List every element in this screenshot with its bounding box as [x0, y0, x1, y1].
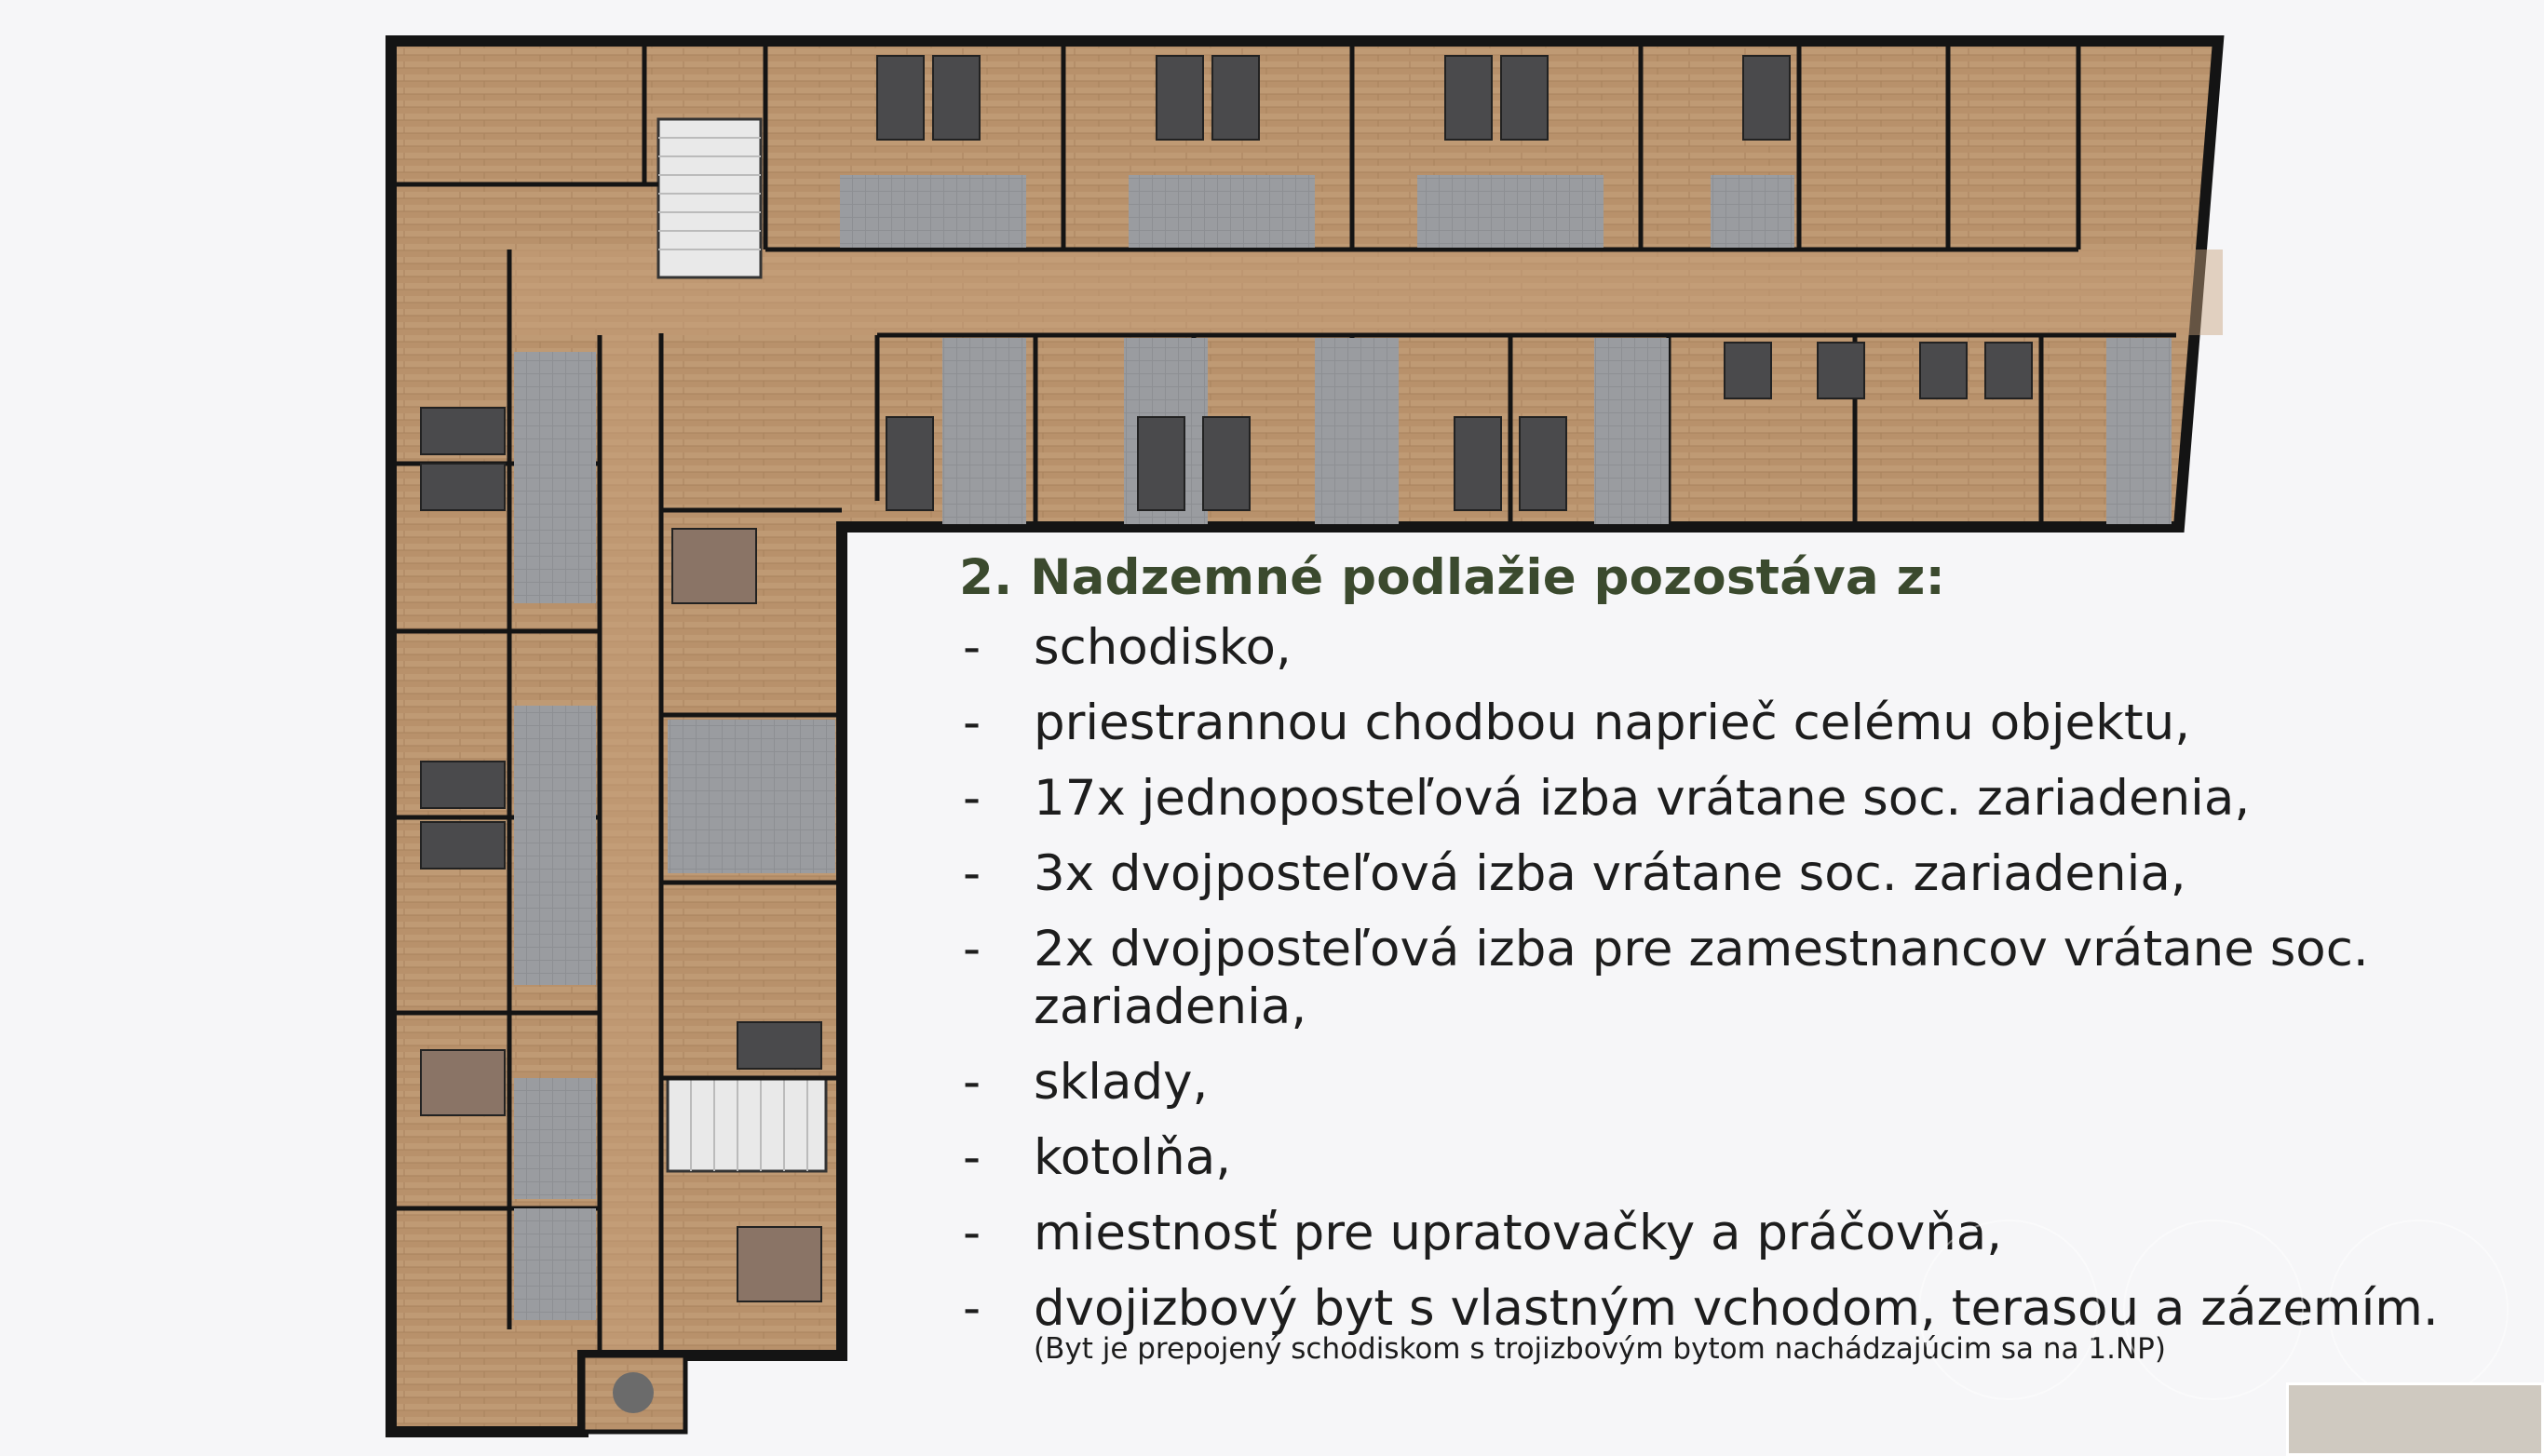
list-item	[959, 1054, 2486, 1112]
list-item-label: kotolňa,	[1034, 1129, 1232, 1186]
list-item-label: 17x jednoposteľová izba vrátane soc. zariadenia,	[1034, 770, 2251, 827]
list-item-label: 3x dvojposteľová izba vrátane soc. zariadenia,	[1034, 845, 2186, 902]
page-heading: 2. Nadzemné podlažie pozostáva z:	[959, 549, 1945, 606]
award-seal-1	[1918, 1220, 2099, 1400]
list-dash: -	[963, 1205, 981, 1261]
list-item-label: sklady,	[1034, 1054, 1209, 1111]
list-item	[959, 770, 2486, 828]
list-item	[959, 619, 2486, 677]
stair-top	[658, 119, 761, 277]
list-dash: -	[963, 619, 981, 676]
list-item-label: 2x dvojposteľová izba pre zamestnancov vrátane soc. zariadenia,	[1034, 921, 2369, 1035]
thumbnail-preview	[2286, 1382, 2544, 1456]
list-item-label: dvojizbový byt s vlastným vchodom, terasou a zázemím.	[1034, 1280, 2439, 1337]
list-dash: -	[963, 694, 981, 751]
stair-bottom	[668, 1078, 826, 1171]
list-item	[959, 1129, 2486, 1187]
list-item-label: priestrannou chodbou naprieč celému objektu,	[1034, 694, 2191, 751]
list-dash: -	[963, 921, 981, 977]
list-dash: -	[963, 1054, 981, 1111]
list-item	[959, 694, 2486, 752]
list-dash: -	[963, 845, 981, 902]
list-dash: -	[963, 1129, 981, 1186]
list-item	[959, 921, 2486, 1036]
award-seal-3	[2328, 1220, 2509, 1400]
list-item-label: schodisko,	[1034, 619, 1292, 676]
list-item	[959, 845, 2486, 903]
list-dash: -	[963, 770, 981, 827]
award-seal-2	[2123, 1220, 2304, 1400]
list-dash: -	[963, 1280, 981, 1337]
footnote: (Byt je prepojený schodiskom s trojizbovým bytom nachádzajúcim sa na 1.NP)	[1034, 1332, 2166, 1366]
list-item-label: miestnosť pre upratovačky a práčovňa,	[1034, 1205, 2003, 1261]
